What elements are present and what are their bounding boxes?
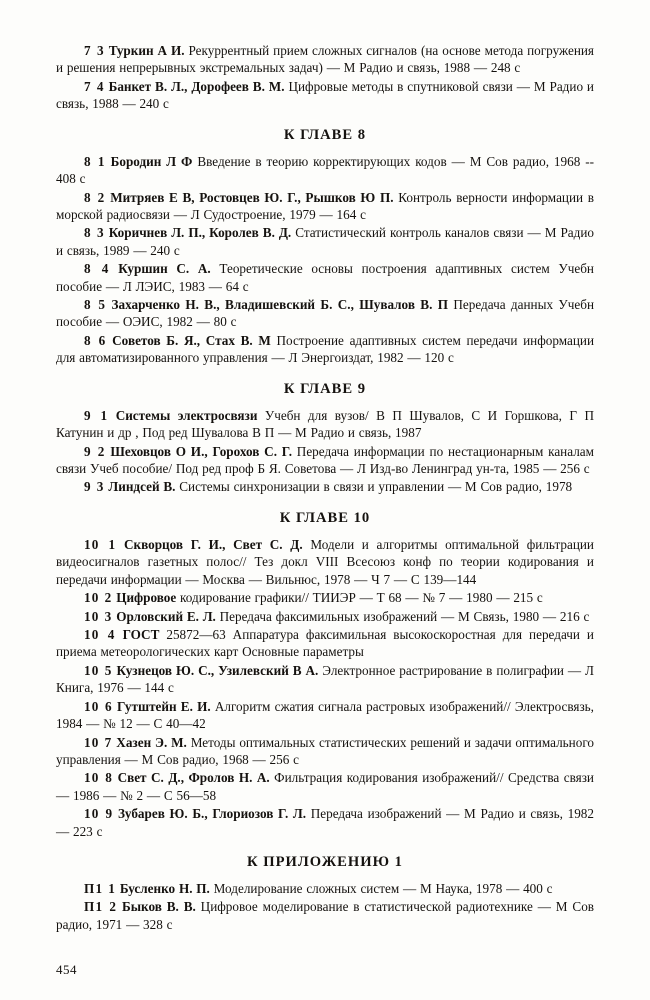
entry-number: 8 2 <box>84 189 106 205</box>
bibliography-entry <box>56 78 594 113</box>
entry-author: Коричнев Л. П., Королев В. Д. <box>108 225 292 241</box>
bibliography-entry <box>56 332 594 367</box>
entry-text: Моделирование сложных систем — М Наука, 1978 — 400 с <box>209 881 553 897</box>
entry-number: 8 4 <box>84 261 110 277</box>
bibliography-entry <box>56 42 594 77</box>
entry-number: 10 4 <box>84 626 116 642</box>
entry-text: Введение в теорию корректирующих кодов — М Сов радио, 1968 -- 408 с <box>56 153 595 187</box>
bibliography-entry <box>56 805 594 840</box>
section-heading: К ПРИЛОЖЕНИЮ 1 <box>247 854 403 871</box>
entry-text: Электронное растрирование в полиграфии — Л Книга, 1976 — 144 с <box>56 662 594 696</box>
entry-author: Свет С. Д., Фролов Н. А. <box>117 770 270 786</box>
entry-number: 8 3 <box>84 225 105 241</box>
entry-author: Кузнецов Ю. С., Узилевский В А. <box>116 662 319 678</box>
entry-text: Методы оптимальных статистических решений и задачи оптимального управления — М Сов радио, 1968 — 256 с <box>56 734 594 767</box>
entry-number: 8 1 <box>84 153 106 169</box>
bibliography-entry <box>56 608 594 625</box>
section-heading: К ГЛАВЕ 9 <box>283 380 367 397</box>
entry-number: 10 5 <box>84 662 113 678</box>
entry-text: Системы синхронизации в связи и управлении — М Сов радио, 1978 <box>175 479 573 495</box>
bibliography-entry <box>56 296 594 331</box>
section-heading: К ГЛАВЕ 8 <box>283 126 367 143</box>
entry-author: Шеховцов О И., Горохов С. Г. <box>110 443 292 459</box>
entry-author: Советов Б. Я., Стах В. М <box>112 332 271 348</box>
entry-text: Цифровые методы в спутниковой связи — М Радио и связь, 1988 — 240 с <box>56 78 594 112</box>
entry-text: Алгоритм сжатия сигнала растровых изображений// Электросвязь, 1984 — № 12 — С 40—42 <box>56 698 594 732</box>
entry-author: Линдсей В. <box>108 479 176 495</box>
bibliography-entry <box>56 769 594 804</box>
bibliography-list <box>56 42 594 933</box>
entry-number: 9 1 <box>84 407 109 423</box>
entry-author: Быков В. В. <box>122 899 196 915</box>
entry-author: Орловский Е. Л. <box>116 608 216 624</box>
entry-author: Цифровое <box>116 590 177 606</box>
entry-author: Гутштейн Е. И. <box>116 698 211 714</box>
entry-number: 8 5 <box>84 297 107 313</box>
entry-author: Скворцов Г. И., Свет С. Д. <box>123 536 303 552</box>
entry-number: 10 9 <box>84 806 114 822</box>
bibliography-entry <box>56 626 594 661</box>
entry-text: Построение адаптивных систем передачи информации для автоматизированного управления — Л Энергоиздат, 1982 — 120 с <box>56 332 595 366</box>
entry-number: 7 3 <box>84 43 105 58</box>
entry-text: Передача данных Учебн пособие — ОЭИС, 1982 — 80 с <box>56 297 594 330</box>
bibliography-entry <box>56 443 594 478</box>
entry-text: Рекуррентный прием сложных сигналов (на основе метода погружения и решения непрерывных экстремальных задач) — М Радио и связь, 1988 — 248 с <box>56 43 594 76</box>
entry-author: Туркин А И. <box>108 43 185 58</box>
entry-number: 7 4 <box>84 78 105 94</box>
bibliography-entry <box>56 478 594 495</box>
bibliography-entry <box>56 898 594 933</box>
entry-number: П1 2 <box>84 899 118 915</box>
entry-number: 8 6 <box>84 332 107 348</box>
entry-text: Модели и алгоритмы оптимальной фильтрации видеосигналов газетных полос// Тез докл VIII Всесоюз конф по теории кодирования и передачи информации — Москва — Вильнюс, 1978 — Ч 7 — С 139—144 <box>56 536 594 587</box>
entry-text: 25872—63 Аппаратура факсимильная высокоскоростная для передачи и приема метеорологических карт Основные параметры <box>56 626 594 660</box>
bibliography-entry <box>56 224 594 259</box>
entry-text: кодирование графики// ТИИЭР — Т 68 — № 7 — 1980 — 215 с <box>176 590 543 606</box>
entry-number: 10 7 <box>84 734 113 750</box>
bibliography-entry <box>56 407 594 442</box>
entry-number: П1 1 <box>84 881 117 897</box>
entry-number: 10 6 <box>84 698 113 714</box>
entry-author: Зубарев Ю. Б., Глориозов Г. Л. <box>117 806 307 822</box>
bibliography-entry <box>56 662 594 697</box>
entry-text: Фильтрация кодирования изображений// Средства связи — 1986 — № 2 — С 56—58 <box>56 770 594 803</box>
bibliography-entry <box>56 734 594 769</box>
entry-author: Системы электросвязи <box>115 407 258 423</box>
bibliography-entry <box>56 260 594 295</box>
bibliography-entry <box>56 536 594 588</box>
bibliography-entry <box>56 880 594 897</box>
section-heading: К ГЛАВЕ 10 <box>279 509 371 526</box>
entry-text: Передача факсимильных изображений — М Связь, 1980 — 216 с <box>215 608 590 624</box>
entry-author: Бородин Л Ф <box>110 153 193 169</box>
page-number: 454 <box>56 962 77 977</box>
entry-number: 10 8 <box>84 770 114 786</box>
entry-number: 9 2 <box>84 443 106 459</box>
entry-text: Передача информации по нестационарным каналам связи Учеб пособие/ Под ред проф Б Я. Советова — Л Изд-во Ленинград ун-та, 1985 — 256 с <box>56 443 594 477</box>
entry-author: Хазен Э. М. <box>116 734 187 750</box>
entry-text: Учебн для вузов/ В П Шувалов, С И Горшкова, Г П Катунин и др , Под ред Шувалова В П — М Радио и связь, 1987 <box>56 407 594 441</box>
bibliography-entry <box>56 189 594 224</box>
entry-number: 10 2 <box>84 590 113 606</box>
entry-number: 10 3 <box>84 608 113 624</box>
entry-author: Митряев Е В, Ростовцев Ю. Г., Рышков Ю П. <box>110 189 394 205</box>
entry-number: 9 3 <box>84 479 105 495</box>
entry-author: ГОСТ <box>122 626 160 642</box>
bibliography-entry <box>56 589 594 606</box>
entry-text: Цифровое моделирование в статистической радиотехнике — М Сов радио, 1971 — 328 с <box>56 899 595 932</box>
entry-author: Бусленко Н. П. <box>119 881 210 897</box>
entry-text: Контроль верности информации в морской радиосвязи — Л Судостроение, 1979 — 164 с <box>56 189 595 222</box>
bibliography-entry <box>56 153 594 188</box>
bibliography-entry <box>56 698 594 733</box>
entry-number: 10 1 <box>84 536 117 552</box>
entry-text: Передача изображений — М Радио и связь, 1982 — 223 с <box>56 806 594 839</box>
entry-text: Теоретические основы построения адаптивных систем Учебн пособие — Л ЛЭИС, 1983 — 64 с <box>56 261 594 294</box>
entry-text: Статистический контроль каналов связи — М Радио и связь, 1989 — 240 с <box>56 225 594 258</box>
entry-author: Банкет В. Л., Дорофеев В. М. <box>108 78 285 94</box>
entry-author: Куршин С. А. <box>118 261 211 277</box>
entry-author: Захарченко Н. В., Владишевский Б. С., Шувалов В. П <box>111 297 449 313</box>
